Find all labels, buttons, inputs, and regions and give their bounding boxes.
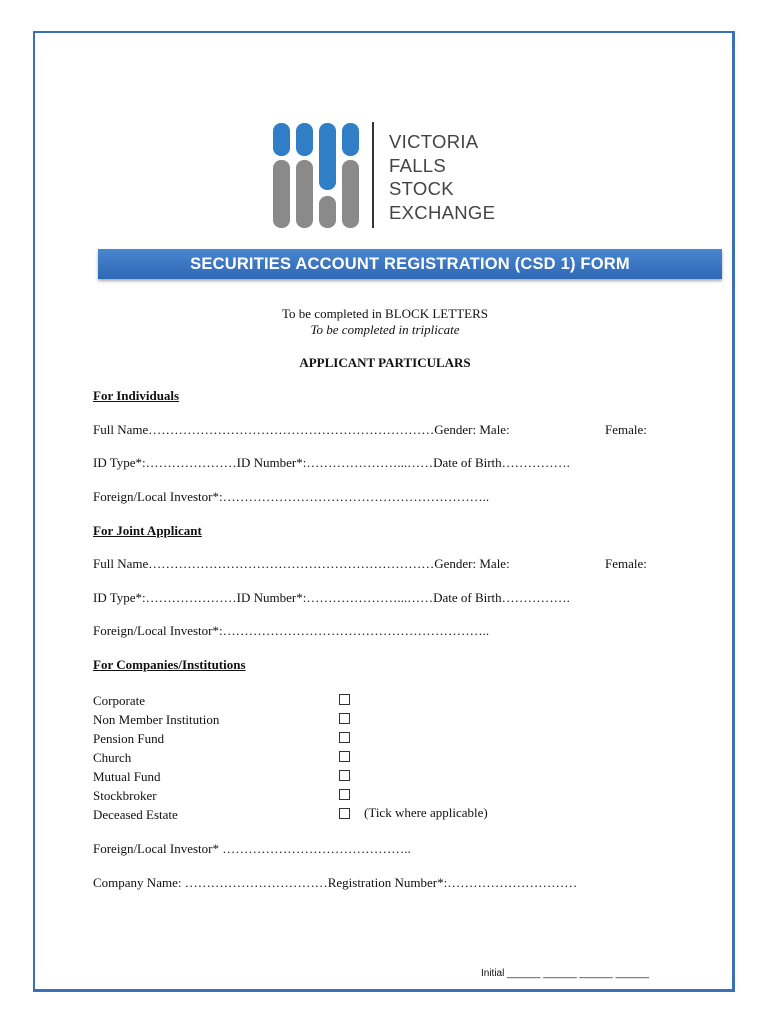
company-name-registration-field[interactable]: Company Name: ……………………………Registration Number*:………………………… — [93, 875, 578, 890]
option-stockbroker: Stockbroker — [93, 788, 157, 803]
logo-bar-1-bottom — [273, 160, 290, 228]
logo-divider — [372, 122, 374, 228]
checkbox-non-member-institution[interactable] — [339, 713, 350, 724]
logo-bar-4-bottom — [342, 160, 359, 228]
logo-bar-2-top — [296, 123, 313, 156]
joint-heading: For Joint Applicant — [93, 523, 202, 538]
logo-line-3: STOCK — [389, 178, 454, 199]
checkbox-deceased-estate[interactable] — [339, 808, 350, 819]
logo-text — [389, 130, 495, 224]
individuals-heading: For Individuals — [93, 388, 180, 403]
logo-line-1: VICTORIA — [389, 131, 479, 152]
initials-field[interactable]: Initial ______ ______ ______ ______ — [481, 968, 649, 979]
joint-investor-field[interactable]: Foreign/Local Investor*:…………………………………………………….. — [93, 623, 490, 638]
instruction-block-letters: To be completed in BLOCK LETTERS — [282, 306, 488, 321]
company-investor-field[interactable]: Foreign/Local Investor* …………………………………….. — [93, 841, 411, 856]
logo-bar-2-bottom — [296, 160, 313, 228]
logo-bar-3-bottom — [319, 196, 336, 228]
checkbox-corporate[interactable] — [339, 694, 350, 705]
joint-full-name-field[interactable]: Full Name…………………………………………………………Gender: Male: — [93, 556, 510, 571]
joint-female-label: Female: — [605, 556, 647, 571]
checkbox-pension-fund[interactable] — [339, 732, 350, 743]
tick-note: (Tick where applicable) — [364, 805, 488, 820]
company-type-list — [93, 691, 219, 824]
individual-investor-field[interactable]: Foreign/Local Investor*:…………………………………………………….. — [93, 489, 490, 504]
individual-full-name-field[interactable]: Full Name…………………………………………………………Gender: Male: — [93, 422, 510, 437]
individual-female-label: Female: — [605, 422, 647, 437]
logo-bar-1-top — [273, 123, 290, 156]
section-title: APPLICANT PARTICULARS — [299, 355, 471, 370]
logo-line-2: FALLS — [389, 154, 447, 176]
option-pension-fund: Pension Fund — [93, 731, 165, 746]
logo-bar-3-top — [319, 123, 336, 190]
option-church: Church — [93, 750, 132, 765]
checkbox-mutual-fund[interactable] — [339, 770, 350, 781]
option-corporate: Corporate — [93, 693, 145, 708]
logo-line-4: EXCHANGE — [389, 201, 496, 223]
joint-id-field[interactable]: ID Type*:…………………ID Number*:…………………...……Date of Birth……………. — [93, 590, 570, 605]
option-deceased-estate: Deceased Estate — [93, 807, 178, 822]
checkbox-stockbroker[interactable] — [339, 789, 350, 800]
individual-id-field[interactable]: ID Type*:…………………ID Number*:…………………...……Date of Birth……………. — [93, 455, 570, 470]
companies-heading: For Companies/Institutions — [93, 657, 246, 672]
option-mutual-fund: Mutual Fund — [93, 769, 161, 784]
instruction-triplicate: To be completed in triplicate — [310, 322, 460, 337]
logo-bar-4-top — [342, 123, 359, 156]
option-non-member-institution: Non Member Institution — [93, 712, 220, 727]
checkbox-church[interactable] — [339, 751, 350, 762]
form-title-banner: SECURITIES ACCOUNT REGISTRATION (CSD 1) FORM — [98, 249, 722, 279]
